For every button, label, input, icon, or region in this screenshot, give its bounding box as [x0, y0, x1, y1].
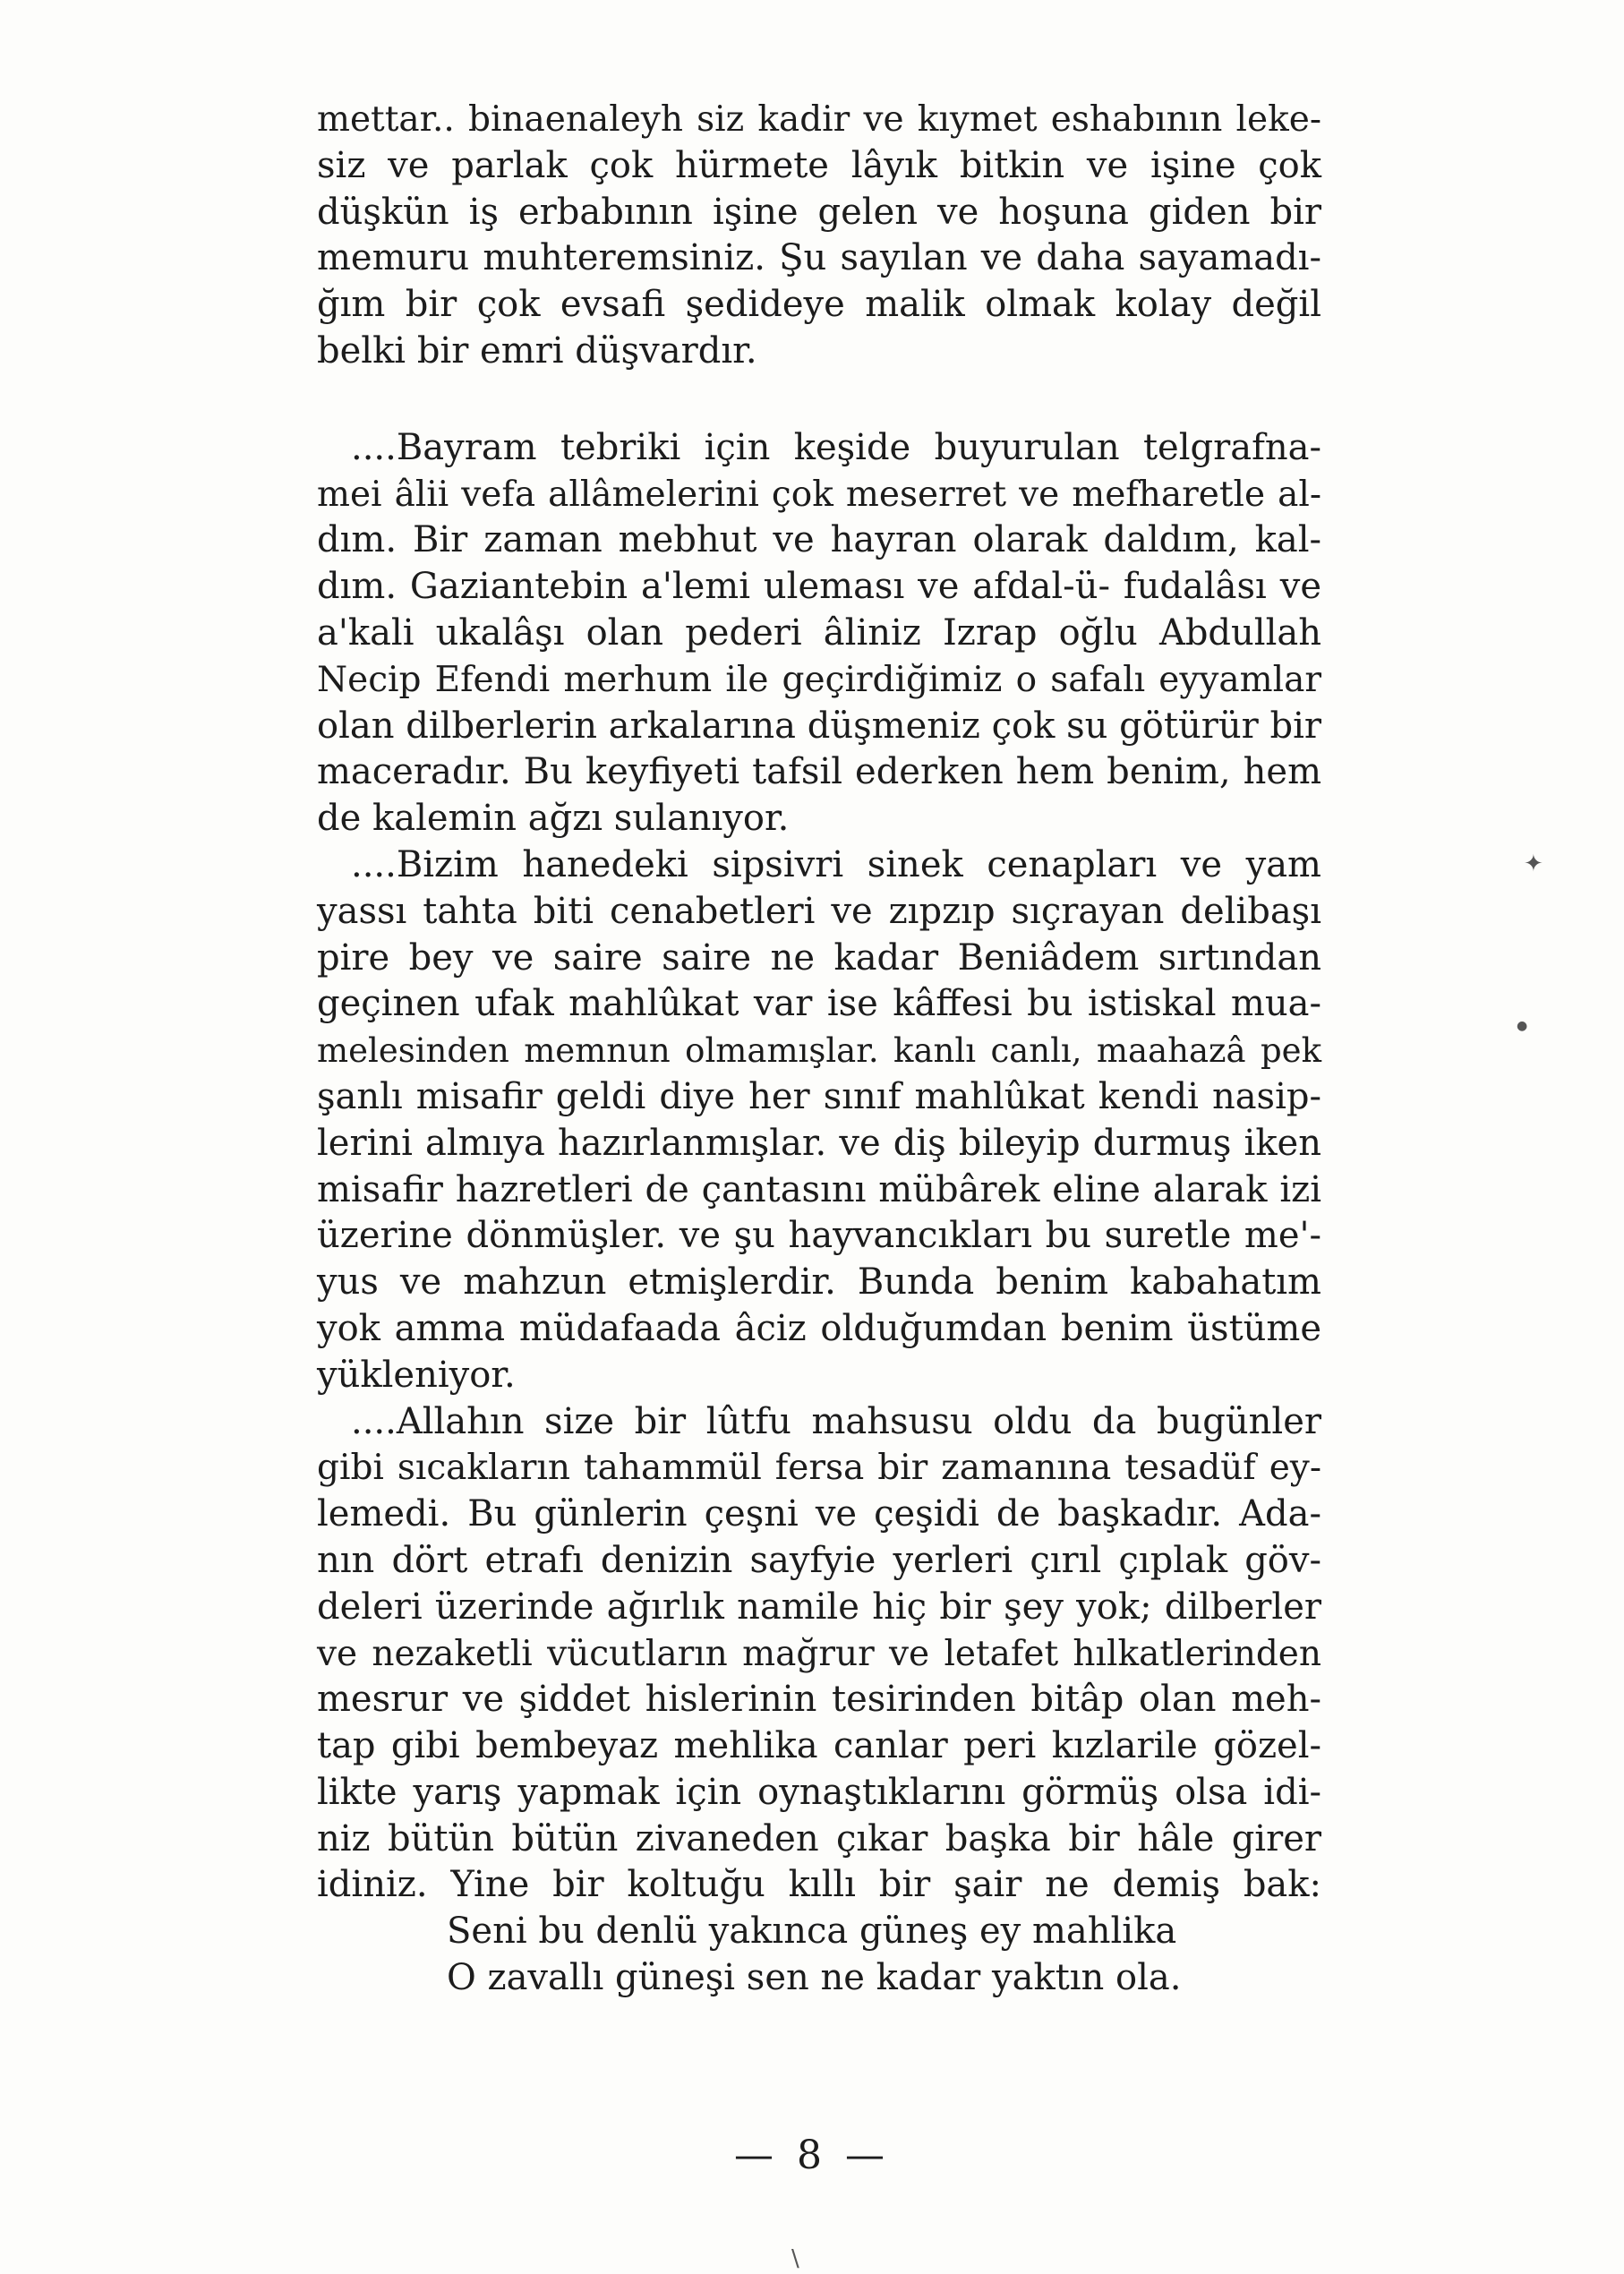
text-line: lemedi. Bu günlerin çeşni ve çeşidi de başkadır. Ada-	[317, 1493, 1321, 1535]
body-text	[317, 97, 1321, 2002]
text-line: mesrur ve şiddet hislerinin tesirinden bitâp olan meh-	[317, 1679, 1321, 1721]
text-line: idiniz. Yine bir koltuğu kıllı bir şair ne demiş bak:	[317, 1864, 1321, 1906]
text-line: memuru muhteremsiniz. Şu sayılan ve daha sayamadı-	[317, 237, 1321, 279]
text-line: Necip Efendi merhum ile geçirdiğimiz o safalı eyyamlar	[317, 659, 1321, 700]
verse-line: O zavallı güneşi sen ne kadar yaktın ola.	[447, 1957, 1182, 1999]
text-line: misafir hazretleri de çantasını mübârek eline alarak izi	[317, 1168, 1321, 1210]
scan-speck: ✦	[1524, 851, 1543, 877]
text-line: niz bütün bütün zivaneden çıkar başka bir hâle girer	[317, 1817, 1321, 1859]
text-line: ....Bizim hanedeki sipsivri sinek cenapları ve yam	[351, 843, 1321, 885]
text-line: mei âlii vefa allâmelerini çok meserret ve mefharetle al-	[317, 474, 1321, 515]
text-line: siz ve parlak çok hürmete lâyık bitkin ve işine çok	[317, 144, 1321, 186]
text-line: geçinen ufak mahlûkat var ise kâffesi bu istiskal mua-	[317, 983, 1321, 1025]
text-line: yok amma müdafaada âciz olduğumdan benim üstüme	[317, 1307, 1321, 1349]
text-line: de kalemin ağzı sulanıyor.	[317, 798, 790, 840]
text-line: a'kali ukalâşı olan pederi âliniz Izrap oğlu Abdullah	[317, 611, 1321, 654]
paragraph-1	[317, 97, 1321, 375]
text-line: likte yarış yapmak için oynaştıklarını görmüş olsa idi-	[317, 1771, 1321, 1813]
page-number: — 8 —	[734, 2133, 890, 2178]
paragraph-2	[317, 425, 1321, 842]
text-line: dım. Gaziantebin a'lemi uleması ve afdal-ü- fudalâsı ve	[317, 566, 1321, 608]
text-line: gibi sıcakların tahammül fersa bir zamanına tesadüf ey-	[317, 1448, 1321, 1489]
text-line: olan dilberlerin arkalarına düşmeniz çok su götürür bir	[317, 705, 1321, 747]
text-line: maceradır. Bu keyfiyeti tafsil ederken hem benim, hem	[317, 751, 1321, 793]
text-line: ....Bayram tebriki için keşide buyurulan telgrafna-	[351, 426, 1321, 468]
text-line: düşkün iş erbabının işine gelen ve hoşuna giden bir	[317, 191, 1321, 233]
text-line: deleri üzerinde ağırlık namile hiç bir şey yok; dilberler	[317, 1586, 1321, 1628]
text-line: nın dört etrafı denizin sayfyie yerleri çırıl çıplak göv-	[317, 1539, 1321, 1581]
text-line: tap gibi bembeyaz mehlika canlar peri kızlarile gözel-	[317, 1725, 1321, 1767]
verse-line: Seni bu denlü yakınca güneş ey mahlika	[447, 1911, 1177, 1953]
scan-speck: ●	[1517, 1019, 1528, 1033]
text-line: dım. Bir zaman mebhut ve hayran olarak daldım, kal-	[317, 519, 1321, 561]
text-line: lerini almıya hazırlanmışlar. ve diş bileyip durmuş iken	[317, 1122, 1321, 1164]
text-line: ğım bir çok evsafi şedideye malik olmak kolay değil	[317, 284, 1321, 326]
text-line: ve nezaketli vücutların mağrur ve letafet hılkatlerinden	[317, 1633, 1321, 1674]
text-line: melesinden memnun olmamışlar. kanlı canlı, maahazâ pek	[317, 1031, 1321, 1071]
text-line: yus ve mahzun etmişlerdir. Bunda benim kabahatım	[317, 1261, 1321, 1304]
text-line: pire bey ve saire saire ne kadar Beniâdem sırtından	[317, 936, 1321, 979]
scan-speck: \	[791, 2245, 799, 2272]
text-line: yassı tahta biti cenabetleri ve zıpzıp sıçrayan delibaşı	[317, 890, 1321, 932]
text-line: ....Allahın size bir lûtfu mahsusu oldu da bugünler	[351, 1400, 1321, 1442]
verse-couplet	[317, 1909, 1321, 2002]
paragraph-4	[317, 1399, 1321, 1910]
text-line: üzerine dönmüşler. ve şu hayvancıkları bu suretle me'-	[317, 1215, 1321, 1257]
text-line: yükleniyor.	[317, 1354, 516, 1396]
text-line: belki bir emri düşvardır.	[317, 329, 757, 372]
paragraph-3	[317, 842, 1321, 1399]
text-line: şanlı misafir geldi diye her sınıf mahlûkat kendi nasip-	[317, 1075, 1321, 1117]
paragraph-gap	[317, 375, 1321, 425]
text-line: mettar.. binaenaleyh siz kadir ve kıymet eshabının leke-	[317, 99, 1321, 140]
